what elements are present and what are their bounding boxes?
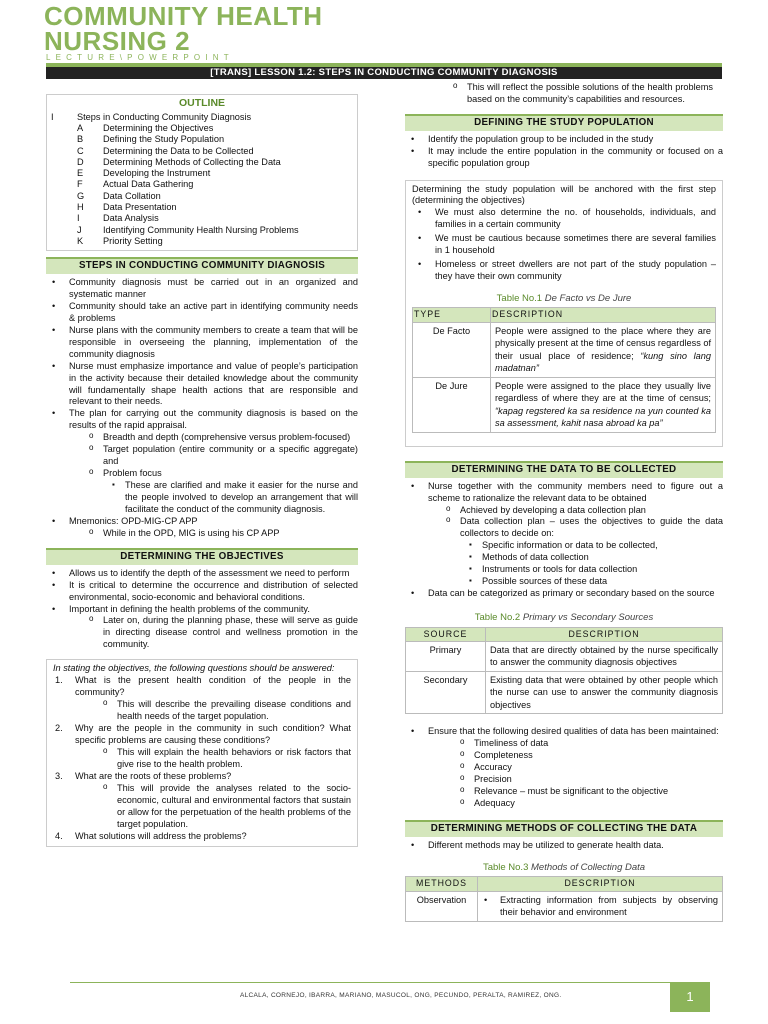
methods-table (405, 876, 723, 921)
list-item: o Target population (entire community or a specific aggregate) and (81, 444, 358, 468)
list-item: • We must also determine the no. of households, individuals, and families in a certain community (412, 207, 716, 231)
outline-item: K Priority Setting (77, 235, 163, 246)
outline-item: H Data Presentation (77, 202, 177, 213)
list-item: • Mnemonics: OPD-MIG-CP APP o While in the OPD, MIG is using his CP APP (46, 516, 358, 540)
list-item: • Nurse plans with the community members to create a team that will be responsible in overseeing the planning, implementation of the community diagnosis (46, 325, 358, 361)
outline-item: F Actual Data Gathering (77, 179, 194, 190)
list-item: ▪ Specific information or data to be collected, (460, 540, 723, 552)
table-header: SOURCE (406, 627, 486, 641)
outline-item: C Determining the Data to be Collected (77, 145, 254, 156)
title-line-2: NURSING 2 (44, 26, 191, 56)
list-item: 4. What solutions will address the problems? (55, 830, 247, 841)
list-item: ▪ These are clarified and make it easier for the nurse and the people involved to develop an arrangement that will facilitate the conduct of the community diagnosis. (103, 480, 358, 516)
list-item: • Ensure that the following desired qualities of data has been maintained: o Timeliness of data o Completeness o Accuracy o Precision o Relevance – must be significant to the objective o Adequacy (405, 726, 723, 810)
section-data-title: DETERMINING THE DATA TO BE COLLECTED (405, 461, 723, 478)
table-caption: Table No.2 Primary vs Secondary Sources (474, 612, 654, 624)
table-row: Observation • Extracting information from subjects by observing their behavior and environment (406, 891, 723, 921)
list-item: o Data collection plan – uses the objectives to guide the data collectors to decide on: ▪ Specific information or data to be collected, ▪ Methods of data collection ▪ Instruments or tools for data collection ▪ Possible sources of these data (438, 516, 723, 588)
outline-title: OUTLINE (178, 97, 226, 109)
list-item: • Community should take an active part in identifying community needs & problems (46, 301, 358, 325)
table-caption: Table No.1 De Facto vs De Jure (496, 293, 632, 305)
population-list (405, 134, 723, 170)
page-number: 1 (670, 982, 710, 1012)
doc-subtitle: LECTURE\POWERPOINT (46, 53, 234, 62)
list-item: o Relevance – must be significant to the objective (452, 786, 723, 798)
lesson-title: [TRANS] LESSON 1.2: STEPS IN CONDUCTING COMMUNITY DIAGNOSIS (46, 67, 722, 79)
list-item: 1. What is the present health condition of the people in the community? o This will describe the prevailing disease conditions and health needs of the target population. (53, 675, 351, 723)
table-row: Primary Data that are directly obtained by the nurse specifically to answer the community diagnosis objectives (406, 641, 723, 671)
outline-item: J Identifying Community Health Nursing Problems (77, 224, 299, 235)
section-methods-title: DETERMINING METHODS OF COLLECTING THE DATA (405, 820, 723, 837)
table-row: De Facto People were assigned to the place where they are physically present at the time of census regardless of their usual place of residence; “kung sino lang madatnan” (413, 322, 716, 377)
objectives-questions-box (46, 659, 358, 846)
table-header: DESCRIPTION (491, 308, 716, 322)
list-item: • It may include the entire population in the community or focused on a specific population group (405, 146, 723, 170)
list-item: o Problem focus ▪ These are clarified and make it easier for the nurse and the people involved to develop an arrangement that will facilitate the conduct of the community diagnosis. (81, 468, 358, 516)
steps-list (46, 277, 358, 540)
list-item: • Important in defining the health problems of the community. o Later on, during the planning phase, these will serve as guide in directing disease control and wellness promotion in the community. (46, 604, 358, 652)
population-box: Determining the study population will be anchored with the first step (determining the objectives) • We must also determine the no. of households, individuals, and families in a certain community • We must be cautious because sometimes there are several families in 1 household • Homeless or street dwellers are not part of the study population – they have their own community Table No.1 De Facto vs De Jure TYPE DESCRIPTION De Facto People were assigned to the place where they are physically present at the time of census regardless of their usual place of residence; “kung sino lang madatnan” De Jure People were assigned to the place they usually live regardless of where they are at the time of census; “kapag regstered ka sa residence na yun counted ka sa assessment, kahit nasa abroad ka pa” (405, 180, 723, 447)
table-header: TYPE (413, 308, 491, 322)
sources-table (405, 627, 723, 715)
table-header: DESCRIPTION (478, 877, 723, 891)
list-item: o This will reflect the possible solutions of the health problems based on the community’s capabilities and resources. (445, 82, 713, 106)
list-item: • Community diagnosis must be carried out in an organized and systematic manner (46, 277, 358, 301)
list-item: • Homeless or street dwellers are not part of the study population – they have their own community (412, 259, 716, 283)
outline-item: E Developing the Instrument (77, 168, 211, 179)
table-row: De Jure People were assigned to the place they usually live regardless of where they are at the time of census; “kapag regstered ka sa residence na yun counted ka sa assessment, kahit nasa abroad ka pa” (413, 377, 716, 432)
table-header: METHODS (406, 877, 478, 891)
list-item: • Different methods may be utilized to generate health data. (405, 840, 723, 852)
list-item: o While in the OPD, MIG is using his CP APP (81, 528, 358, 540)
title-line-1: COMMUNITY HEALTH (44, 1, 323, 31)
outline-items (51, 123, 353, 247)
outline-item: I Data Analysis (77, 213, 159, 224)
table-row: Secondary Existing data that were obtained by other people which the nurse can use to answer the community diagnosis objectives (406, 671, 723, 714)
outline-item: D Determining Methods of Collecting the Data (77, 156, 281, 167)
list-item: • Nurse must emphasize importance and value of people’s participation in the activity because their detailed knowledge about the community will fundamentally shape health actions that are responsible and relevant to their needs. (46, 361, 358, 409)
list-item: o Accuracy (452, 762, 723, 774)
table-caption: Table No.3 Methods of Collecting Data (482, 861, 646, 873)
list-item: o This will describe the prevailing disease conditions and health needs of the target population. (95, 699, 351, 723)
footer-rule (70, 982, 670, 983)
data-list (405, 481, 723, 601)
list-item: o Precision (452, 774, 723, 786)
list-item: o Timeliness of data (452, 738, 723, 750)
left-column (46, 82, 358, 847)
right-column (405, 82, 723, 922)
list-item: 3. What are the roots of these problems? o This will provide the analyses related to the socio-economic, cultural and environmental factors that sustain or allow for the perpetuation of the health problems of the target population. (53, 771, 351, 831)
list-item: ▪ Instruments or tools for data collection (460, 564, 723, 576)
outline-item: B Defining the Study Population (77, 134, 225, 145)
list-item: • Nurse together with the community members need to figure out a scheme to rationalize the relevant data to be obtained o Achieved by developing a data collection plan o Data collection plan – uses the objectives to guide the data collectors to decide on: ▪ Specific information or data to be collected, ▪ Methods of data collection ▪ Instruments or tools for data collection ▪ Possible sources of these data (405, 481, 723, 589)
list-item: • The plan for carrying out the community diagnosis is based on the results of the rapid appraisal. o Breadth and depth (comprehensive versus problem-focused) o Target population (entire community or a specific aggregate) and o Problem focus ▪ These are clarified and make it easier for the nurse and the people involved to develop an arrangement that will facilitate the conduct of the community diagnosis. (46, 408, 358, 516)
list-item: o Later on, during the planning phase, these will serve as guide in directing disease control and wellness promotion in the community. (81, 615, 358, 651)
outline-item: A Determining the Objectives (77, 122, 214, 133)
list-item: • Data can be categorized as primary or secondary based on the source (405, 588, 723, 600)
list-item: ▪ Methods of data collection (460, 552, 723, 564)
doc-title (44, 1, 323, 56)
list-item: • We must be cautious because sometimes there are several families in 1 household (412, 233, 716, 257)
defacto-dejure-table (412, 307, 716, 432)
outline-main: I Steps in Conducting Community Diagnosis (51, 111, 252, 122)
list-item: ▪ Possible sources of these data (460, 576, 723, 588)
list-item: o Achieved by developing a data collection plan (438, 505, 723, 517)
section-steps-title: STEPS IN CONDUCTING COMMUNITY DIAGNOSIS (46, 257, 358, 274)
section-population-title: DEFINING THE STUDY POPULATION (405, 114, 723, 131)
list-item: • It is critical to determine the occurrence and distribution of selected environmental, socio-economic and behavioral conditions. (46, 580, 358, 604)
questions-intro: In stating the objectives, the following questions should be answered: (53, 663, 335, 674)
list-item: o This will provide the analyses related to the socio-economic, cultural and environmental factors that sustain or allow for the perpetuation of the health problems of the target population. (95, 783, 351, 831)
list-item: o Completeness (452, 750, 723, 762)
footer-authors: ALCALA, CORNEJO, IBARRA, MARIANO, MASUCOL, ONG, PECUNDO, PERALTA, RAMIREZ, ONG. (240, 992, 562, 999)
objectives-list (46, 568, 358, 652)
outline-box (46, 94, 358, 251)
list-item: o This will explain the health behaviors or risk factors that give rise to the health problem. (95, 747, 351, 771)
outline-item: G Data Collation (77, 190, 161, 201)
list-item: 2. Why are the people in the community in such condition? What specific problems are causing these conditions? o This will explain the health behaviors or risk factors that give rise to the health problem. (53, 723, 351, 771)
list-item: • Allows us to identify the depth of the assessment we need to perform (46, 568, 358, 580)
section-objectives-title: DETERMINING THE OBJECTIVES (46, 548, 358, 565)
list-item: o Adequacy (452, 798, 723, 810)
list-item: • Identify the population group to be included in the study (405, 134, 723, 146)
list-item: o Breadth and depth (comprehensive versus problem-focused) (81, 432, 358, 444)
table-header: DESCRIPTION (486, 627, 723, 641)
